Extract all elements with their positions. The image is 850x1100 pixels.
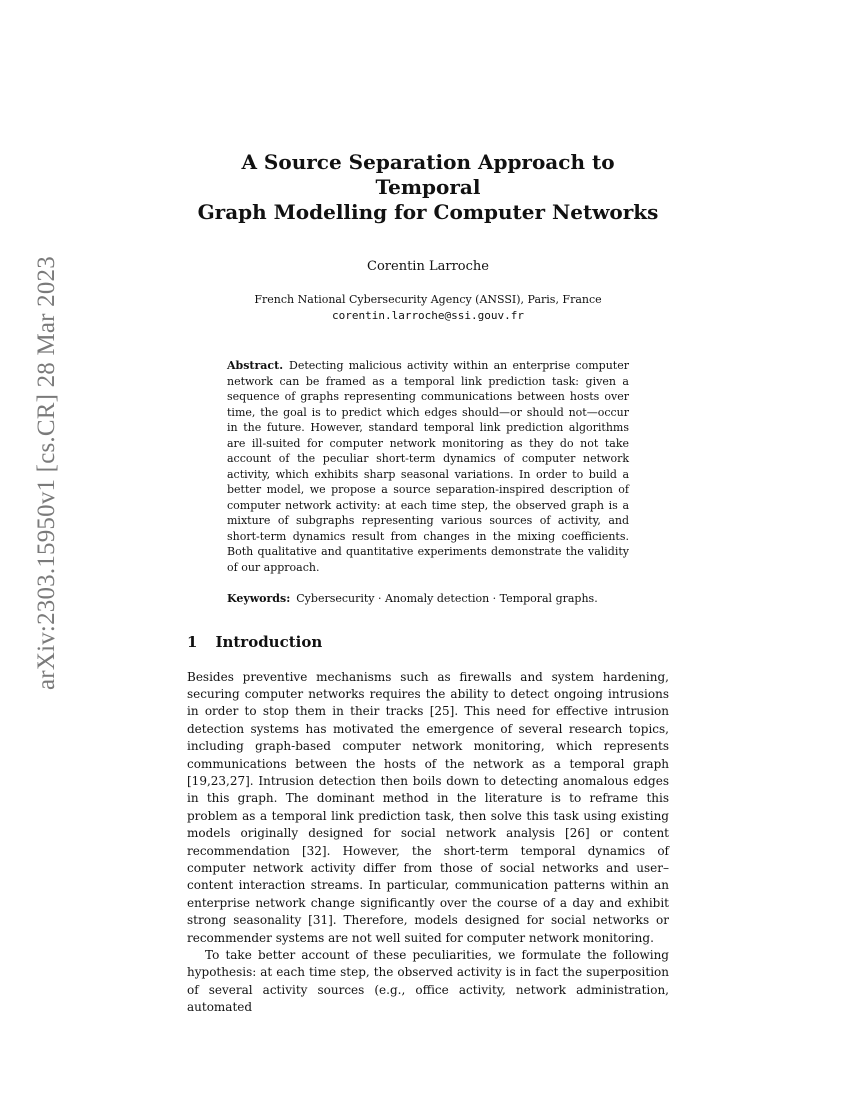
section-title: Introduction bbox=[215, 632, 323, 651]
introduction-body bbox=[187, 669, 669, 1017]
abstract bbox=[227, 358, 629, 575]
title-line-2: Graph Modelling for Computer Networks bbox=[197, 200, 659, 224]
paragraph-2: To take better account of these peculiarities, we formulate the following hypothesis: at each time step, the observed activity is in fact the superposition of several activity sources (e.g., office activity, network administration, automated bbox=[187, 948, 669, 1015]
abstract-label: Abstract. bbox=[227, 359, 284, 372]
keywords bbox=[227, 591, 629, 607]
arxiv-identifier: arXiv:2303.15950v1 [cs.CR] 28 Mar 2023 bbox=[33, 256, 60, 690]
keywords-text: Cybersecurity · Anomaly detection · Temporal graphs. bbox=[296, 592, 598, 605]
keywords-label: Keywords: bbox=[227, 592, 291, 605]
paragraph-1: Besides preventive mechanisms such as firewalls and system hardening, securing computer networks requires the ability to detect ongoing intrusions in order to stop them in their tracks [25]. This need for effective intrusion detection systems has motivated the emergence of several research topics, including graph-based computer network monitoring, which represents communications between the hosts of the network as a temporal graph [19,23,27]. Intrusion detection then boils down to detecting anomalous edges in this graph. The dominant method in the literature is to reframe this problem as a temporal link prediction task, then solve this task using existing models originally designed for social network analysis [26] or content recommendation [32]. However, the short-term temporal dynamics of computer network activity differ from those of social networks and user–content interaction streams. In particular, communication patterns within an enterprise network change significantly over the course of a day and exhibit strong seasonality [31]. Therefore, models designed for social networks or recommender systems are not well suited for computer network monitoring. bbox=[187, 669, 669, 945]
abstract-text: Detecting malicious activity within an enterprise computer network can be framed as a temporal link prediction task: given a sequence of graphs representing communications between hosts over time, the goal is to predict which edges should—or should not—occur in the future. However, standard temporal link prediction algorithms are ill-suited for computer network monitoring as they do not take account of the peculiar short-term dynamics of computer network activity, which exhibits sharp seasonal variations. In order to build a better model, we propose a source separation-inspired description of computer network activity: at each time step, the observed graph is a mixture of subgraphs representing various sources of activity, and short-term dynamics result from changes in the mixing coefficients. Both qualitative and quantitative experiments demonstrate the validity of our approach. bbox=[227, 359, 629, 574]
author-email: corentin.larroche@ssi.gouv.fr bbox=[331, 309, 525, 322]
author-name: Corentin Larroche bbox=[367, 259, 489, 274]
author-affiliation: French National Cybersecurity Agency (ANSSI), Paris, France bbox=[254, 293, 602, 306]
title-line-1: A Source Separation Approach to Temporal bbox=[241, 150, 615, 199]
section-number: 1 bbox=[187, 632, 198, 651]
paper-page bbox=[187, 150, 669, 1017]
section-heading-introduction bbox=[187, 633, 669, 651]
paper-title bbox=[187, 150, 669, 225]
